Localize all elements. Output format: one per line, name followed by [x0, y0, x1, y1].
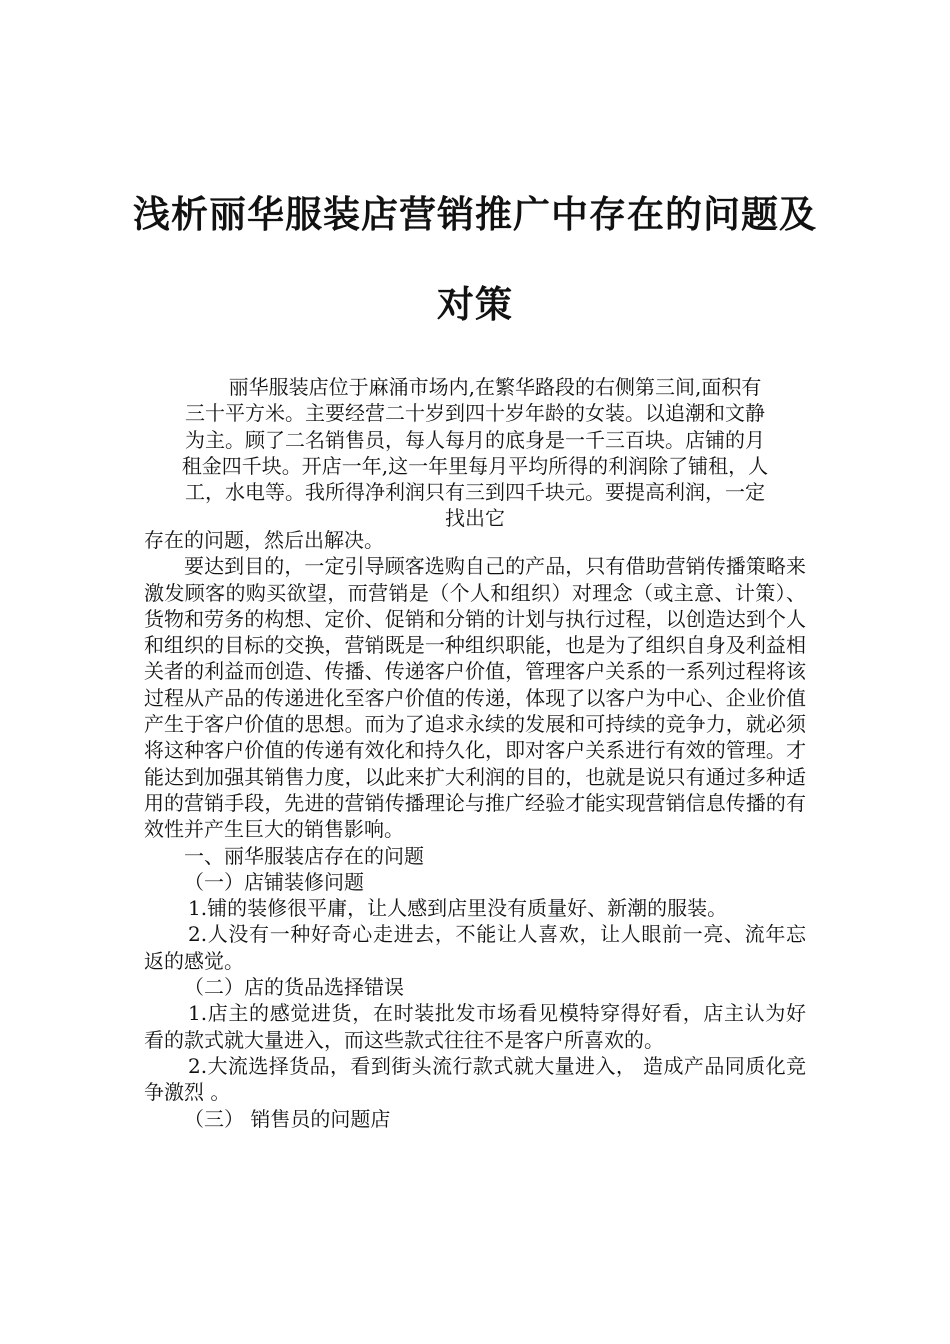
document-body: [144, 527, 806, 1132]
intro-line: 工，水电等。我所得净利润只有三到四千块元。要提高利润，一定: [185, 480, 765, 505]
section-heading: 一、丽华服装店存在的问题: [184, 843, 424, 868]
document-title-line-1: 浅析丽华服装店营销推广中存在的问题及: [133, 193, 817, 236]
document-title-line-2: 对策: [437, 283, 513, 326]
list-item: 2.人没有一种好奇心走进去，不能让人喜欢，让人眼前一亮、流年忘返的感觉。: [144, 922, 806, 973]
subsection-heading-sales-staff: （三） 销售员的问题店: [184, 1106, 391, 1131]
intro-line: 租金四千块。开店一年,这一年里每月平均所得的利润除了铺租，人: [181, 453, 769, 478]
list-item: 2.大流选择货品，看到街头流行款式就大量进入， 造成产品同质化竞争激烈 。: [144, 1053, 806, 1105]
subsection-heading-goods-selection: （二）店的货品选择错误: [184, 975, 404, 1000]
intro-line: 找出它: [445, 506, 505, 531]
intro-line: 丽华服装店位于麻涌市场内,在繁华路段的右侧第三间,面积有: [228, 375, 762, 399]
intro-paragraph: [144, 374, 806, 532]
intro-line: 三十平方米。主要经营二十岁到四十岁年龄的女装。以追潮和文静: [185, 401, 765, 426]
paragraph-marketing: 要达到目的，一定引导顾客选购自己的产品，只有借助营销传播策略来激发顾客的购买欲望，而营销是（个人和组织）对理念（或主意、计策）、货物和劳务的构想、定价、促销和分销的计划与执行过程，以创造达到个人和组织的目标的交换，营销既是一种组织职能，也是为了组织自身及利益相关者的利益而创造、传播、传递客户价值，管理客户关系的一系列过程将该过程从产品的传递进化至客户价值的传递，体现了以客户为中心、企业价值产生于客户价值的思想。而为了追求永续的发展和可持续的竞争力，就必须将这种客户价值的传递有效化和持久化，即对客户关系进行有效的管理。才能达到加强其销售力度，以此来扩大利润的目的，也就是说只有通过多种适用的营销手段，先进的营销传播理论与推广经验才能实现营销信息传播的有效性并产生巨大的销售影响。: [144, 554, 806, 842]
subsection-heading-store-decoration: （一）店铺装修问题: [184, 869, 364, 894]
list-item: 1.铺的装修很平庸，让人感到店里没有质量好、新潮的服装。: [188, 896, 728, 921]
intro-line: 为主。顾了二名销售员，每人每月的底身是一千三百块。店铺的月: [185, 427, 765, 452]
paragraph-continuation: 存在的问题，然后出解决。: [144, 528, 384, 552]
list-item: 1.店主的感觉进货，在时装批发市场看见模特穿得好看，店主认为好看的款式就大量进入，而这些款式往往不是客户所喜欢的。: [144, 1001, 806, 1052]
